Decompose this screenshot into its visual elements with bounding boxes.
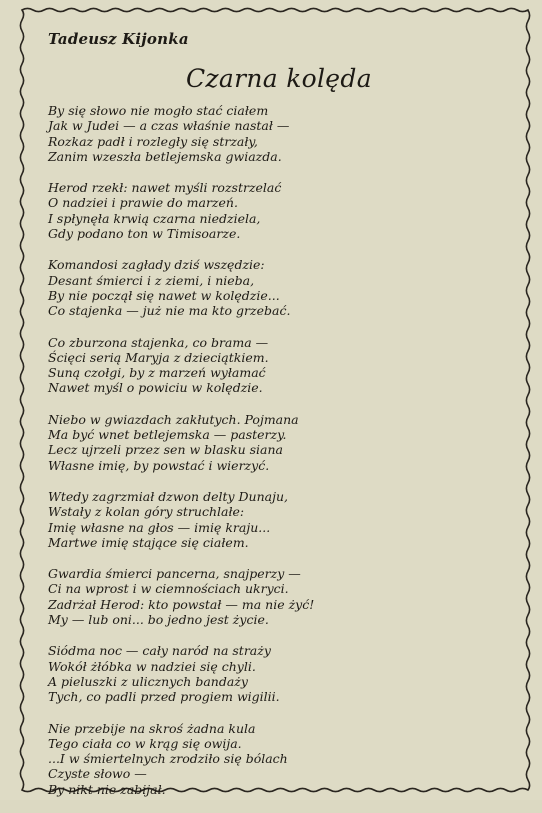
poem-line: Co stajenka — już nie ma kto grzebać. [48,303,291,319]
poem-line: My — lub oni... bo jedno jest życie. [48,612,269,628]
poem-line: Zanim wzeszła betlejemska gwiazda. [48,148,282,164]
poem-line: Gdy podano ton w Timisoarze. [48,226,241,242]
poem-line: Lecz ujrzeli przez sen w blasku siana [48,442,283,458]
stanza [48,335,314,396]
poem-line: Komandosi zagłady dziś wszędzie: [48,257,265,273]
stanza [48,103,314,164]
stanza [48,721,314,797]
poem-line: Tego ciała co w krąg się owija. [48,735,242,751]
poem-line: I spłynęła krwią czarna niedziela, [48,210,261,226]
poem-title: Czarna kolęda [186,64,372,93]
poem-line: O nadziei i prawie do marzeń. [48,195,238,211]
poem-line: A pieluszki z ulicznych bandaży [48,673,248,689]
poem-line: Herod rzekł: nawet myśli rozstrzelać [48,180,282,196]
stanza [48,643,314,704]
poem-line: By się słowo nie mogło stać ciałem [48,103,269,118]
poem-line: Ci na wprost i w ciemnościach ukryci. [48,581,289,597]
poem-line: ...I w śmiertelnych zrodziło się bólach [48,751,288,767]
poem-line: Ma być wnet betlejemska — pasterzy. [48,427,287,443]
poem-line: Nie przebije na skroś żadna kula [48,720,256,736]
stanza [48,566,314,627]
poem-line: Jak w Judei — a czas właśnie nastał — [48,118,290,134]
poem-line: Rozkaz padł i rozległy się strzały, [48,133,258,149]
poem-line: Martwe imię stające się ciałem. [48,534,249,550]
poem-line: By nikt nie zabijał. [48,781,166,797]
poem-line: Zadrżał Herod: kto powstał — ma nie żyć! [48,596,315,612]
poem-line: Własne imię, by powstać i wierzyć. [48,457,270,473]
poem-line: Siódma noc — cały naród na straży [48,643,271,659]
poem-line: Desant śmierci i z ziemi, i nieba, [48,272,255,288]
poem-line: Gwardia śmierci pancerna, snajperzy — [48,566,301,582]
poem-line: Co zburzona stajenka, co brama — [48,334,269,350]
poem-line: Nawet myśl o powiciu w kolędzie. [48,380,263,396]
poem-line: Niebo w gwiazdach zakłutych. Pojmana [48,411,299,427]
stanza [48,412,314,473]
poem-line: Wstały z kolan góry struchlałe: [48,504,245,520]
stanza [48,180,314,241]
poem-line: Wtedy zagrzmiał dzwon delty Dunaju, [48,488,289,504]
author-name: Tadeusz Kijonka [48,30,189,48]
poem-line: Czyste słowo — [48,766,147,782]
poem-line: Imię własne na głos — imię kraju... [48,519,271,535]
poem-line: By nie począł się nawet w kolędzie... [48,287,280,303]
poem-line: Ścięci serią Maryja z dzieciątkiem. [48,349,269,365]
poem-line: Wokół żłóbka w nadziei się chyli. [48,658,256,674]
poem-line: Suną czołgi, by z marzeń wyłamać [48,365,266,381]
poem-body [48,103,314,813]
poem-line: Tych, co padli przed progiem wigilii. [48,689,280,705]
stanza [48,257,314,318]
stanza [48,489,314,550]
